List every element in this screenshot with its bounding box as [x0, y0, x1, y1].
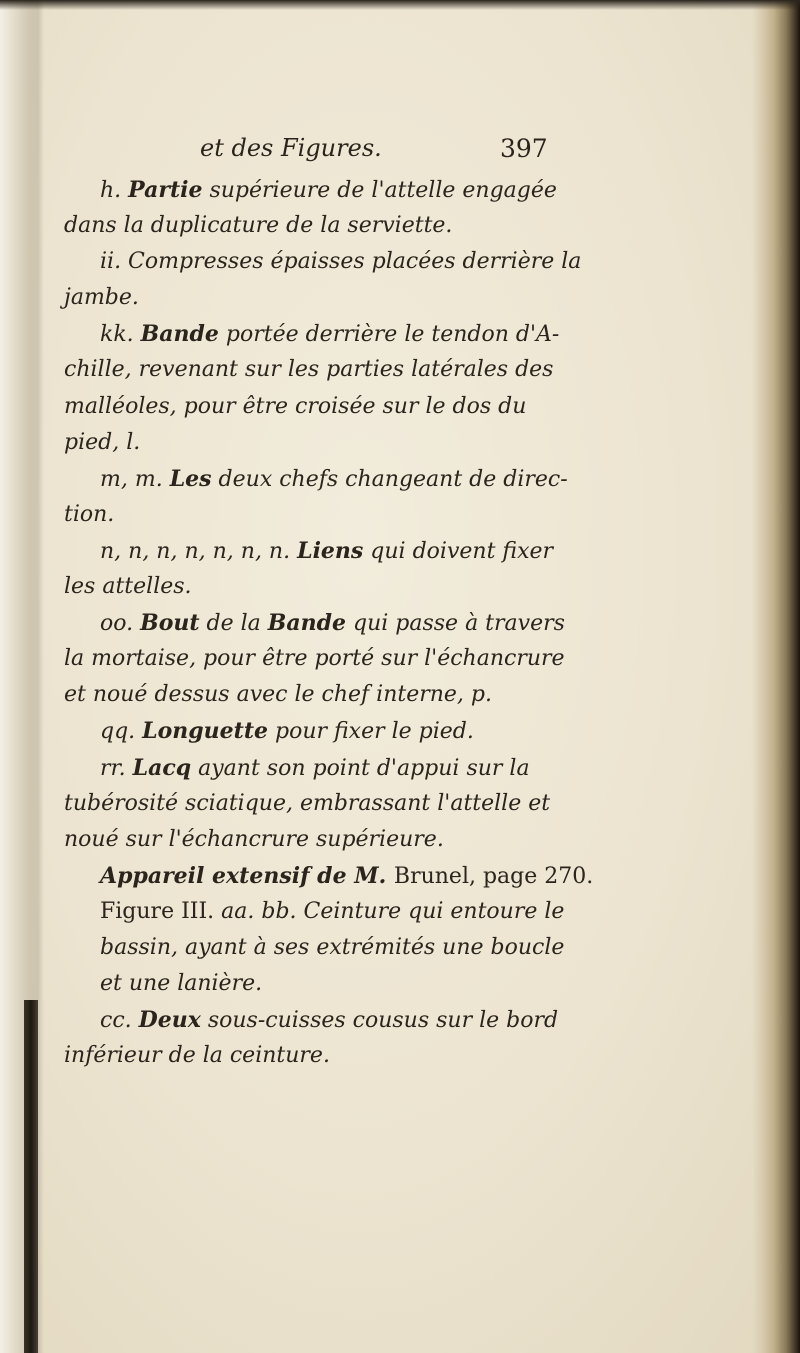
- page-edge-right: [752, 0, 800, 1353]
- text-run: m, m.: [100, 466, 170, 492]
- page-number: 397: [500, 134, 548, 163]
- text-line: [64, 244, 584, 280]
- text-run: sous-cuisses cousus sur le bord: [200, 1008, 559, 1034]
- text-line: [64, 713, 584, 749]
- text-run: deux chefs changeant de direc-: [211, 466, 568, 492]
- text-run: h.: [100, 178, 129, 203]
- text-run: n, n, n, n, n, n, n.: [100, 538, 298, 564]
- text-run: rr.: [100, 755, 133, 781]
- text-run: tubérosité sciatique, embrassant l'attelle et: [64, 790, 551, 816]
- text-run: et noué dessus avec le chef interne, p.: [64, 682, 492, 708]
- text-line: [64, 389, 584, 425]
- text-run: pied, l.: [64, 429, 141, 455]
- text-run: bassin, ayant à ses extrémités une boucle: [100, 934, 565, 960]
- text-line: [64, 316, 584, 352]
- text-run: ii. Compresses épaisses placées derrière la: [100, 249, 582, 275]
- text-run: aa. bb. Ceinture qui entoure le: [221, 898, 565, 924]
- text-run: jambe.: [64, 285, 139, 311]
- body-text: [64, 172, 594, 1074]
- text-run: pour fixer le pied.: [268, 719, 474, 745]
- text-line: [64, 280, 584, 316]
- text-line: [64, 966, 584, 1002]
- text-line: [64, 930, 584, 966]
- text-line: [64, 641, 584, 677]
- text-run: oo.: [100, 611, 141, 637]
- text-run: qui passe à travers: [346, 611, 565, 637]
- text-line: [64, 822, 584, 858]
- text-run: Lacq: [132, 754, 192, 781]
- text-line: [64, 1038, 584, 1074]
- header-title: et des Figures.: [200, 134, 382, 162]
- text-run: et une lanière.: [100, 971, 263, 997]
- text-line: [64, 461, 584, 497]
- text-line: [64, 425, 584, 461]
- text-run: kk.: [100, 322, 141, 348]
- text-line: [64, 894, 584, 930]
- text-run: tion.: [64, 501, 115, 527]
- text-line: [64, 208, 584, 244]
- text-run: inférieur de la ceinture.: [64, 1043, 330, 1069]
- text-line: [64, 172, 584, 208]
- text-run: qui doivent fixer: [363, 538, 554, 564]
- text-run: supérieure de l'attelle engagée: [202, 178, 557, 203]
- text-run: Bande: [267, 610, 346, 637]
- text-line: [64, 786, 584, 822]
- text-line: [64, 352, 584, 388]
- text-line: [64, 605, 584, 641]
- binding-shadow: [24, 1000, 38, 1353]
- text-run: les attelles.: [64, 574, 192, 600]
- text-run: Figure III.: [100, 898, 222, 924]
- running-header: [200, 134, 548, 163]
- text-run: Brunel, page 270.: [393, 863, 594, 889]
- text-line: [64, 677, 584, 713]
- text-line: [64, 750, 584, 786]
- text-run: Deux: [138, 1007, 201, 1034]
- text-run: Appareil extensif de M.: [100, 862, 394, 889]
- text-line: [64, 569, 584, 605]
- text-run: noué sur l'échancrure supérieure.: [64, 826, 444, 852]
- text-run: de la: [199, 611, 268, 637]
- text-run: chille, revenant sur les parties latérales des: [64, 357, 554, 383]
- text-line: [64, 1002, 584, 1038]
- text-run: qq.: [100, 719, 143, 745]
- text-line: [64, 533, 584, 569]
- text-run: ayant son point d'appui sur la: [191, 755, 530, 781]
- text-run: Liens: [297, 537, 364, 564]
- page-edge-top: [0, 0, 800, 10]
- text-run: Les: [169, 465, 212, 492]
- text-line: [64, 858, 594, 894]
- text-run: malléoles, pour être croisée sur le dos du: [64, 393, 527, 419]
- text-run: la mortaise, pour être porté sur l'échancrure: [64, 646, 565, 672]
- text-run: cc.: [100, 1008, 139, 1034]
- text-run: Bout: [140, 610, 200, 637]
- text-run: Partie: [128, 177, 203, 203]
- text-run: Longuette: [142, 718, 268, 745]
- text-run: Bande: [140, 321, 219, 348]
- text-run: dans la duplicature de la serviette.: [64, 213, 453, 239]
- text-line: [64, 497, 584, 533]
- text-run: portée derrière le tendon d'A-: [218, 322, 560, 348]
